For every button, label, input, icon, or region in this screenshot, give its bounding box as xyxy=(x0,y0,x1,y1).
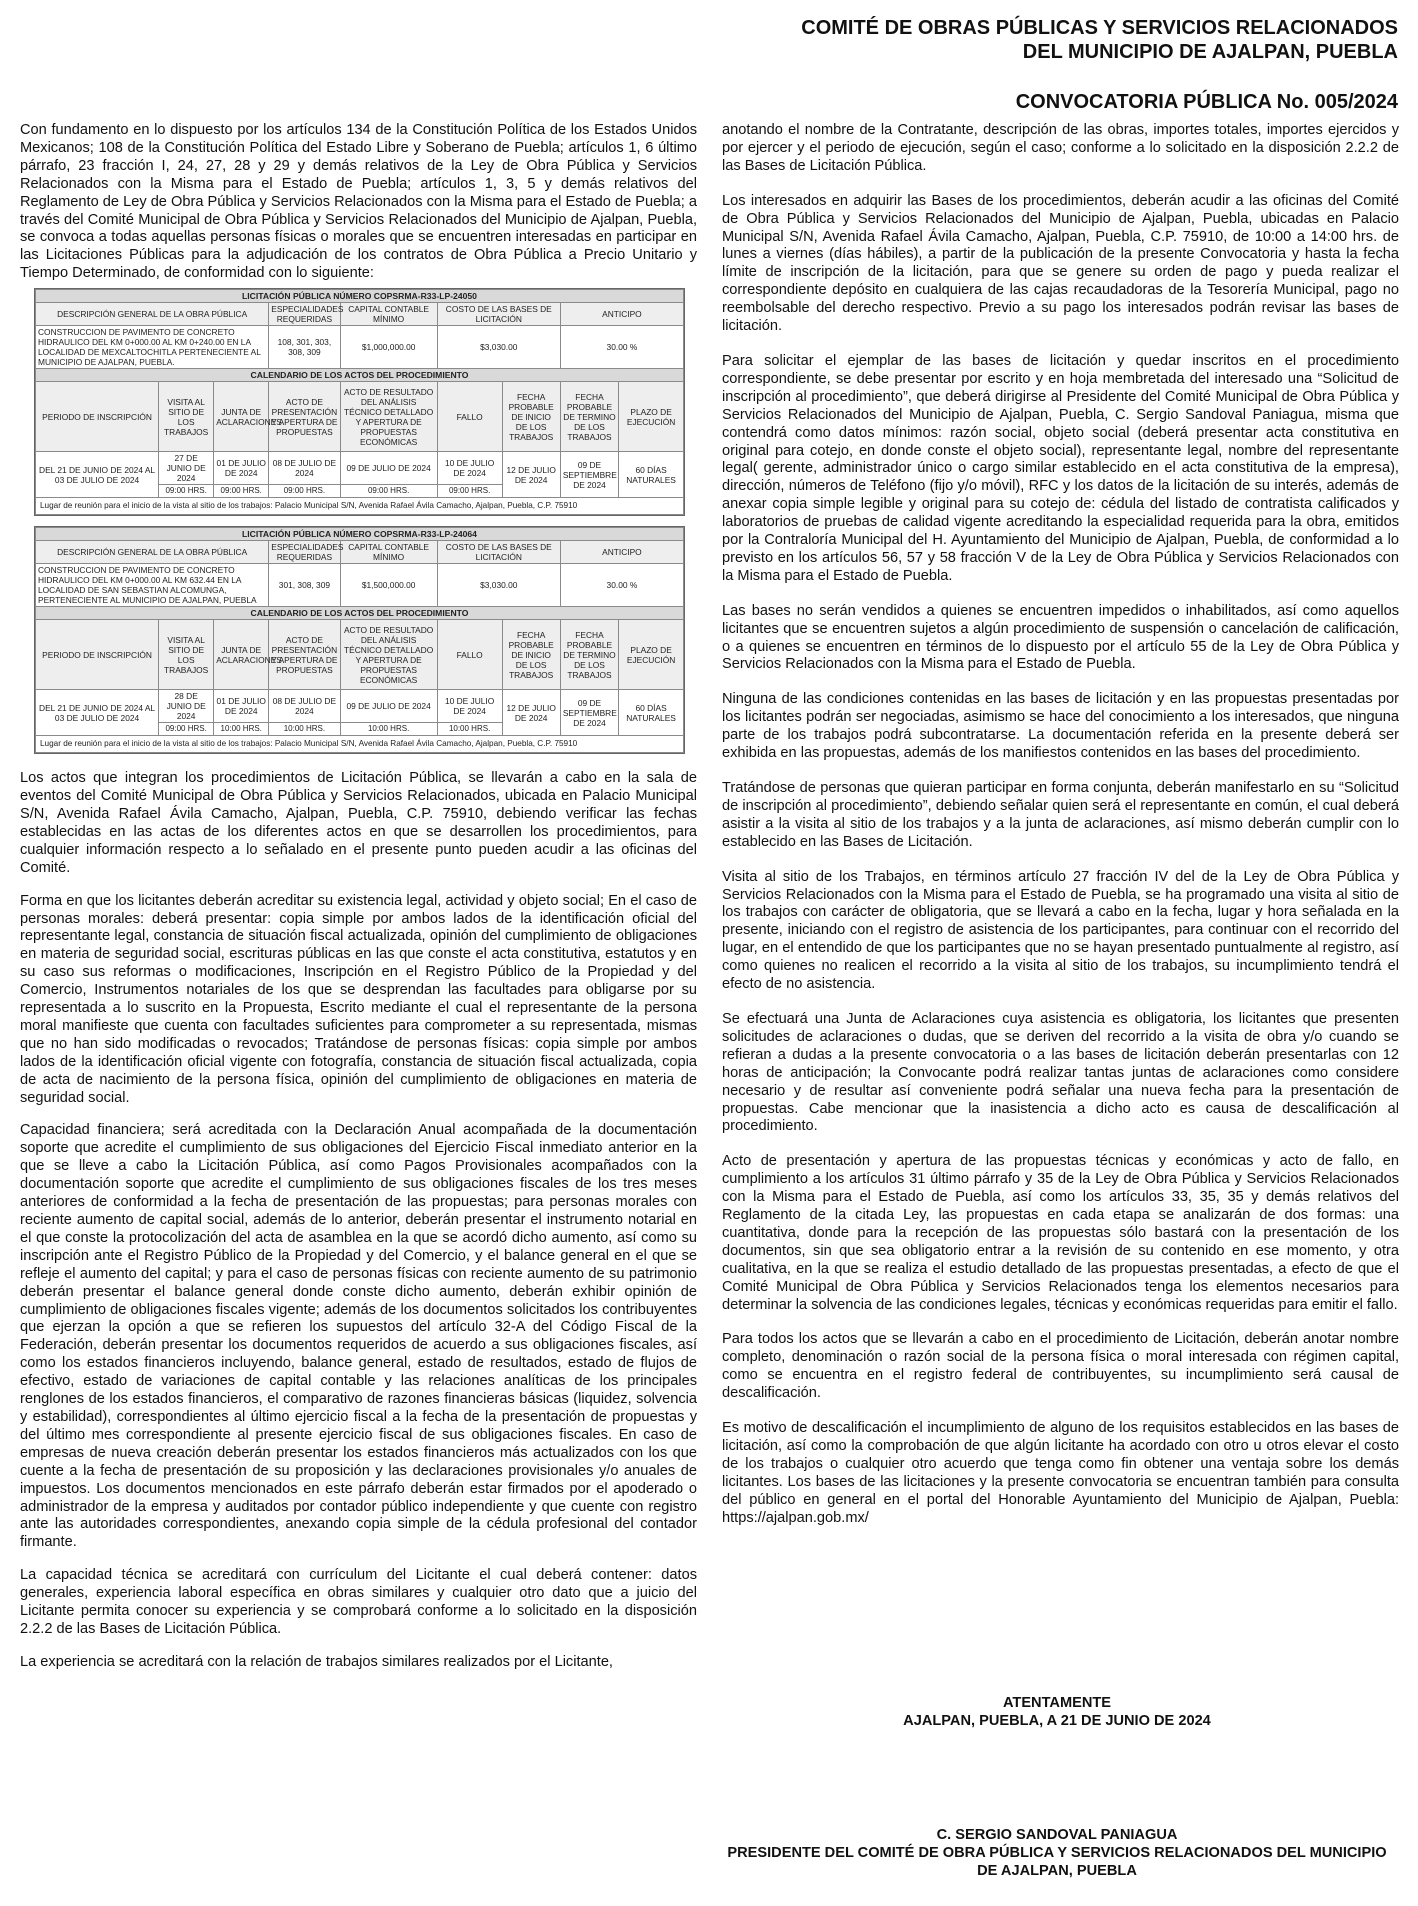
capital-contable: $1,500,000.00 xyxy=(340,564,437,607)
cal-header: ACTO DE PRESENTACIÓN Y APERTURA DE PROPUESTAS xyxy=(269,382,340,452)
cal-date: 28 DE JUNIO DE 2024 xyxy=(159,690,214,723)
col-header: ANTICIPO xyxy=(560,303,683,326)
cal-hour: 10:00 HRS. xyxy=(214,723,269,736)
cal-header: ACTO DE RESULTADO DEL ANÁLISIS TÉCNICO DETALLADO Y APERTURA DE PROPUESTAS ECONÓMICAS xyxy=(340,620,437,690)
especialidades: 108, 301, 303, 308, 309 xyxy=(269,326,340,369)
table-title: LICITACIÓN PÚBLICA NÚMERO COPSRMA-R33-LP-24064 xyxy=(36,528,684,541)
adquirir-bases-paragraph: Los interesados en adquirir las Bases de los procedimientos, deberán acudir a las oficinas del Comité de Obra Pública y Servicios Relacionados del Municipio de Ajalpan, Puebla, ubicadas en Palacio Municipal S/N, Avenida Rafael Ávila Camacho, Ajalpan, Puebla, C.P. 75910, de 10:00 a 14:00 hrs. de lunes a viernes (días hábiles), a partir de la publicación de la presente Convocatoria y hasta la fecha límite de inscripción de la licitación, para que se genere su orden de pago y pueda realizar el correspondiente depósito en cualquiera de las cajas recaudadoras de la Tesorería Municipal, pago no reembolsable del derecho respectivo. Previo a su pago los interesados podrán revisar las bases de licitación. xyxy=(722,192,1399,335)
contratante-paragraph: anotando el nombre de la Contratante, descripción de las obras, importes totales, importes ejercidos y por ejercer y el periodo de ejecución, según el caso; conforme a lo solicitado en la disposición 2.2.2 de las Bases de Licitación Pública. xyxy=(722,122,1399,174)
solicitud-inscripcion-paragraph: Para solicitar el ejemplar de las bases de licitación y quedar inscritos en el procedimiento correspondiente, se debe presentar por escrito y en hoja membretada del interesado una “Solicitud de inscripción al procedimiento”, que deberá dirigirse al Presidente del Comité Municipal de Obra Pública y Servicios Relacionados del Municipio de Ajalpan, Puebla, C. Sergio Sandoval Paniagua, misma que contendrá como datos mínimos: razón social, objeto social (deberá presentar acta constitutiva en original para cotejo, en donde conste el objeto social), representante legal, nombre del representante legal( gerente, administrador único o cargo similar establecido en el acta constitutiva de la empresa), dirección, números de Teléfono (fijo y/o móvil), RFC y los datos de la licitación de su interés, además de anexar copia simple legible y original para su cotejo de: cédula del listado de contratista calificados y laboratorios de pruebas de calidad vigente acreditando la especialidad requerida para la obra, emitidos por la Contraloría Municipal del H. Ayuntamiento del Municipio de Ajalpan, Puebla, de conformidad a lo previsto en los artículos 56, 57 y 58 fracción V de la Ley de Obra Pública y Servicios Relacionados con la Misma para el Estado de Puebla. xyxy=(722,352,1399,584)
cal-header: PERIODO DE INSCRIPCIÓN xyxy=(36,382,159,452)
signer-name: C. SERGIO SANDOVAL PANIAGUA xyxy=(936,1827,1178,1843)
costo-bases: $3,030.00 xyxy=(437,564,560,607)
cal-hour: 09:00 HRS. xyxy=(159,485,214,498)
cal-header: ACTO DE PRESENTACIÓN Y APERTURA DE PROPUESTAS xyxy=(269,620,340,690)
col-header: DESCRIPCIÓN GENERAL DE LA OBRA PÚBLICA xyxy=(36,541,269,564)
cal-header: FECHA PROBABLE DE INICIO DE LOS TRABAJOS xyxy=(502,620,560,690)
cal-hour: 10:00 HRS. xyxy=(437,723,502,736)
cal-header: PLAZO DE EJECUCIÓN xyxy=(619,620,684,690)
cal-header: FALLO xyxy=(437,620,502,690)
cal-date: 09 DE JULIO DE 2024 xyxy=(340,690,437,723)
cal-header: FECHA PROBABLE DE INICIO DE LOS TRABAJOS xyxy=(502,382,560,452)
cal-date: 09 DE SEPTIEMBRE DE 2024 xyxy=(560,452,618,498)
col-header: COSTO DE LAS BASES DE LICITACIÓN xyxy=(437,303,560,326)
place-date: AJALPAN, PUEBLA, A 21 DE JUNIO DE 2024 xyxy=(903,1713,1211,1729)
cal-hour: 10:00 HRS. xyxy=(340,723,437,736)
atentamente-label: ATENTAMENTE xyxy=(1002,1695,1112,1711)
cal-header: FECHA PROBABLE DE TERMINO DE LOS TRABAJOS xyxy=(560,620,618,690)
cal-hour: 10:00 HRS. xyxy=(269,723,340,736)
calendar-title: CALENDARIO DE LOS ACTOS DEL PROCEDIMIENTO xyxy=(36,607,684,620)
condiciones-paragraph: Ninguna de las condiciones contenidas en las bases de licitación y en las propuestas presentadas por los licitantes podrán ser negociadas, asimismo se hace del conocimiento a los interesados, que ninguna parte de los trabajos podrá subcontratarse. La documentación referida en la presente deberá ser exhibida en las propuestas, además de los manifiestos contenidos en las bases del procedimiento. xyxy=(722,691,1399,762)
document-header xyxy=(801,16,1398,114)
obra-description: CONSTRUCCION DE PAVIMENTO DE CONCRETO HIDRAULICO DEL KM 0+000.00 AL KM 0+240.00 EN LA LOCALIDAD DE MEXCALTOCHITLA PERTENECIENTE AL MUNICIPIO DE AJALPAN, PUEBLA. xyxy=(36,326,269,369)
cal-date: 01 DE JULIO DE 2024 xyxy=(214,690,269,723)
table-footer: Lugar de reunión para el inicio de la vista al sitio de los trabajos: Palacio Municipal S/N, Avenida Rafael Ávila Camacho, Ajalpan, Puebla, C.P. 75910 xyxy=(36,736,684,753)
existencia-legal-paragraph: Forma en que los licitantes deberán acreditar su existencia legal, actividad y objeto social; En el caso de personas morales: deberá presentar: copia simple por ambos lados de la identificación oficial del representante legal, constancia de situación fiscal actualizada, opinión del cumplimiento de obligaciones en materia de seguridad social, escrituras públicas en las que conste el acta constitutiva, estatutos y en su caso sus reformas o modificaciones, Inscripción en el Registro Público de la Propiedad y del Comercio, Instrumentos notariales de los que se desprendan las facultades para obligarse por su representada a lo suscrito en la Propuesta, Escrito mediante el cual el representante de la persona moral manifieste que cuenta con facultades suficientes para comprometer a su representada, mismas que no han sido modificadas o revocados; Tratándose de personas físicas: copia simple por ambos lados de la identificación oficial vigente con fotografía, constancia de situación fiscal actualizada, copia de acta de nacimiento de la persona física, opinión del cumplimiento de obligaciones en materia de seguridad social. xyxy=(20,892,697,1106)
table-footer: Lugar de reunión para el inicio de la vista al sitio de los trabajos: Palacio Municipal S/N, Avenida Rafael Ávila Camacho, Ajalpan, Puebla, C.P. 75910 xyxy=(36,498,684,515)
col-header: DESCRIPCIÓN GENERAL DE LA OBRA PÚBLICA xyxy=(36,303,269,326)
convocatoria-number: CONVOCATORIA PÚBLICA No. 005/2024 xyxy=(1015,91,1398,113)
col-header: ANTICIPO xyxy=(560,541,683,564)
signature-block xyxy=(722,1826,1392,1880)
experiencia-paragraph: La experiencia se acreditará con la relación de trabajos similares realizados por el Licitante, xyxy=(20,1653,613,1670)
obra-description: CONSTRUCCION DE PAVIMENTO DE CONCRETO HIDRAULICO DEL KM 0+000.00 AL KM 632.44 EN LA LOCALIDAD DE SAN SEBASTIAN ALCOMUNGA, PERTENECIENTE AL MUNICIPIO DE AJALPAN, PUEBLA xyxy=(36,564,269,607)
cal-date: 60 DÍAS NATURALES xyxy=(619,690,684,736)
actos-paragraph: Los actos que integran los procedimientos de Licitación Pública, se llevarán a cabo en la sala de eventos del Comité Municipal de Obra Pública y Servicios Relacionados, ubicada en Palacio Municipal S/N, Avenida Rafael Ávila Camacho, Ajalpan, Puebla, C.P. 75910, debiendo verificar las fechas establecidas en las actas de los diferentes actos en que se desarrollen los procedimientos, para cualquier información respecto a lo señalado en el presente punto pueden acudir a las oficinas del Comité. xyxy=(20,770,697,876)
presentacion-apertura-paragraph: Acto de presentación y apertura de las propuestas técnicas y económicas y acto de fallo, en cumplimiento a los artículos 31 último párrafo y 35 de la Ley de Obra Pública y Servicios Relacionados con la Misma para el Estado de Puebla, así como los artículos 33, 35, 35 y demás relativos del Reglamento de la citada Ley, las propuestas en cada etapa se analizarán de dos formas: una cuantitativa, donde para la recepción de las propuestas sólo bastará con la presentación de los documentos, sin que sea obligatorio entrar a la revisión de su contenido en ese momento, y otra cualitativa, en la que se realiza el estudio detallado de las propuestas presentadas, a efecto de que el Comité Municipal de Obra Pública y Servicios Relacionados tenga los elementos necesarios para determinar la solvencia de las condiciones legales, técnicas y económicas requeridas para emitir el fallo. xyxy=(722,1153,1399,1313)
cal-header: PLAZO DE EJECUCIÓN xyxy=(619,382,684,452)
costo-bases: $3,030.00 xyxy=(437,326,560,369)
visita-sitio-paragraph: Visita al sitio de los Trabajos, en términos artículo 27 fracción IV del de la Ley de Obra Pública y Servicios Relacionados con la Misma para el Estado de Puebla, se ha programado una visita al sitio de los trabajos con carácter de obligatoria, que se llevará a cabo en la fecha, lugar y hora señalada en la presente, iniciando con el registro de asistencia de los participantes, para continuar con el recorrido del lugar, en el entendido de que los participantes que no se hayan presentado puntualmente al registro, así como quienes no realicen el recorrido a la visita al sitio de los trabajos, su incumplimiento tendrá el efecto de no asistencia. xyxy=(722,868,1399,993)
anticipo: 30.00 % xyxy=(560,326,683,369)
closing-block xyxy=(722,1694,1392,1730)
col-header: ESPECIALIDADES REQUERIDAS xyxy=(269,303,340,326)
cal-header: VISITA AL SITIO DE LOS TRABAJOS xyxy=(159,620,214,690)
anticipo: 30.00 % xyxy=(560,564,683,607)
cal-hour: 09:00 HRS. xyxy=(214,485,269,498)
cal-hour: 09:00 HRS. xyxy=(159,723,214,736)
forma-conjunta-paragraph: Tratándose de personas que quieran participar en forma conjunta, deberán manifestarlo en su “Solicitud de inscripción al procedimiento”, debiendo señalar quien será el representante en común, el cual deberá asistir a la visita al sitio de los trabajos y a la junta de aclaraciones, así mismo deberán cumplir con lo establecido en las Bases de Licitación. xyxy=(722,780,1399,850)
cal-date: 09 DE SEPTIEMBRE DE 2024 xyxy=(560,690,618,736)
cal-date: DEL 21 DE JUNIO DE 2024 AL 03 DE JULIO DE 2024 xyxy=(36,452,159,498)
cal-header: FALLO xyxy=(437,382,502,452)
header-line-1: COMITÉ DE OBRAS PÚBLICAS Y SERVICIOS RELACIONADOS xyxy=(801,17,1398,39)
cal-date: 12 DE JULIO DE 2024 xyxy=(502,452,560,498)
cal-header: FECHA PROBABLE DE TERMINO DE LOS TRABAJOS xyxy=(560,382,618,452)
intro-paragraph: Con fundamento en lo dispuesto por los artículos 134 de la Constitución Política de los Estados Unidos Mexicanos; 108 de la Constitución Política del Estado Libre y Soberano de Puebla; artículos 1, 6 último párrafo, 23 fracción I, 24, 27, 28 y 29 y demás relativos de la Ley de Obra Pública y Servicios Relacionados con la Misma para el Estado de Puebla; artículos 1, 3, 5 y demás relativos del Reglamento de Ley de Obra Pública y Servicios Relacionados con la Misma para el Estado de Puebla; a través del Comité Municipal de Obra Pública y Servicios Relacionados del Municipio de Ajalpan, Puebla, se convoca a todas aquellas personas físicas o morales que se encuentren interesadas en participar en las Licitaciones Públicas para la adjudicación de los contratos de Obra Pública a Precio Unitario y Tiempo Determinado, de conformidad con lo siguiente: xyxy=(20,122,697,282)
cal-hour: 09:00 HRS. xyxy=(269,485,340,498)
left-column xyxy=(20,122,697,1687)
signer-role-line-2: DE AJALPAN, PUEBLA xyxy=(977,1863,1137,1879)
cal-header: VISITA AL SITIO DE LOS TRABAJOS xyxy=(159,382,214,452)
calendar-title: CALENDARIO DE LOS ACTOS DEL PROCEDIMIENTO xyxy=(36,369,684,382)
right-column xyxy=(722,122,1399,1545)
cal-header: PERIODO DE INSCRIPCIÓN xyxy=(36,620,159,690)
col-header: COSTO DE LAS BASES DE LICITACIÓN xyxy=(437,541,560,564)
impedidos-paragraph: Las bases no serán vendidos a quienes se encuentren impedidos o inhabilitados, así como aquellos licitantes que se encuentren sujetos a algún procedimiento de suspensión o cancelación de calificación, o a quienes se encuentren en términos de lo dispuesto por el artículo 55 de la Ley de Obra Pública y Servicios Relacionados con la Misma para el Estado de Puebla. xyxy=(722,602,1399,673)
cal-date: 12 DE JULIO DE 2024 xyxy=(502,690,560,736)
cal-date: 10 DE JULIO DE 2024 xyxy=(437,452,502,485)
cal-date: DEL 21 DE JUNIO DE 2024 AL 03 DE JULIO DE 2024 xyxy=(36,690,159,736)
cal-hour: 09:00 HRS. xyxy=(340,485,437,498)
table-title: LICITACIÓN PÚBLICA NÚMERO COPSRMA-R33-LP-24050 xyxy=(36,290,684,303)
capital-contable: $1,000,000.00 xyxy=(340,326,437,369)
cal-date: 01 DE JULIO DE 2024 xyxy=(214,452,269,485)
junta-aclaraciones-paragraph: Se efectuará una Junta de Aclaraciones cuya asistencia es obligatoria, los licitantes que presenten solicitudes de aclaraciones o dudas, que se deriven del recorrido a la visita de obra y/o cuando se refieran a dudas a la presente convocatoria o a las bases de licitación deberán presentarlas con 12 horas de anticipación; la Convocante podrá realizar tantas juntas de aclaraciones como considere necesario y de resultar así conveniente podrá señalar una nueva fecha para la presentación de propuestas. Cabe mencionar que la inasistencia a dicho acto es causa de descalificación al procedimiento. xyxy=(722,1010,1399,1135)
capacidad-tecnica-paragraph: La capacidad técnica se acreditará con currículum del Licitante el cual deberá contener: datos generales, experiencia laboral específica en obras similares y cualquier otro dato que a juicio del Licitante permita conocer su experiencia y se comprobará conforme a lo solicitado en la disposición 2.2.2 de las Bases de Licitación Pública. xyxy=(20,1567,697,1637)
cal-header: ACTO DE RESULTADO DEL ANÁLISIS TÉCNICO DETALLADO Y APERTURA DE PROPUESTAS ECONÓMICAS xyxy=(340,382,437,452)
licitacion-table-1 xyxy=(34,288,685,516)
especialidades: 301, 308, 309 xyxy=(269,564,340,607)
cal-date: 08 DE JULIO DE 2024 xyxy=(269,690,340,723)
header-line-2: DEL MUNICIPIO DE AJALPAN, PUEBLA xyxy=(1022,41,1398,63)
signer-role-line-1: PRESIDENTE DEL COMITÉ DE OBRA PÚBLICA Y SERVICIOS RELACIONADOS DEL MUNICIPIO xyxy=(727,1845,1387,1861)
cal-date: 09 DE JULIO DE 2024 xyxy=(340,452,437,485)
capacidad-financiera-paragraph: Capacidad financiera; será acreditada con la Declaración Anual acompañada de la documentación soporte que acredite el cumplimiento de sus obligaciones del Ejercicio Fiscal inmediato anterior en la que se lleve a cabo la Licitación Pública, así como Pagos Provisionales acompañados con la documentación soporte que acredite el cumplimiento de sus obligaciones fiscales de los tres meses anteriores de conformidad a la fecha de presentación de las propuestas; para personas morales con reciente aumento de capital social, además de lo anterior, deberán presentar el instrumento notarial en el que conste la protocolización del acta de asamblea en la que se acordó dicho aumento, así como su inscripción ante el Registro Público de la Propiedad y del Comercio, y el balance general en el que se refleje el aumento del capital; y para el caso de personas físicas con reciente aumento de su patrimonio deberán presentar el balance general donde conste dicho aumento, deberán exhibir opinión de cumplimiento de obligaciones fiscales vigente; además de los documentos solicitados los contribuyentes que ejerzan la opción a que se refieren los supuestos del artículo 32-A del Código Fiscal de la Federación, deberán presentar los documentos requeridos de acuerdo a sus obligaciones fiscales, así como los estados financieros incluyendo, balance general, estado de resultados, estado de flujos de efectivo, estado de variaciones de capital contable y las relaciones analíticas de los principales renglones de los estados financieros, el comparativo de razones financieras básicas (liquidez, solvencia y estabilidad), correspondientes al último ejercicio fiscal a la fecha de la presentación de propuestas y del último mes correspondiente al presente ejercicio fiscal de sus obligaciones fiscales. En caso de empresas de nueva creación deberán presentar los estados financieros más actualizados con los que cuente a la fecha de presentación de su proposición y las declaraciones provisionales y/o anuales de impuestos. Los documentos mencionados en este párrafo deberán estar firmados por el apoderado o administrador de la empresa y auditados por contador público independiente y que cuente con registro ante las autoridades correspondientes, anexando copia simple de la cédula profesional del contador firmante. xyxy=(20,1122,697,1551)
registro-actos-paragraph: Para todos los actos que se llevarán a cabo en el procedimiento de Licitación, deberán anotar nombre completo, denominación o razón social de la persona física o moral interesada con régimen capital, como se encuentra en el registro federal de contribuyentes, su incumplimiento será causal de descalificación. xyxy=(722,1331,1399,1402)
col-header: ESPECIALIDADES REQUERIDAS xyxy=(269,541,340,564)
cal-date: 60 DÍAS NATURALES xyxy=(619,452,684,498)
descalificacion-paragraph: Es motivo de descalificación el incumplimiento de alguno de los requisitos establecidos en las bases de licitación, así como la comprobación de que algún licitante ha acordado con otro u otros elevar el costo de los trabajos o cualquier otro acuerdo que tenga como fin obtener una ventaja sobre los demás licitantes. Los bases de las licitaciones y la presente convocatoria se encuentran también para consulta del público en general en el portal del Honorable Ayuntamiento del Municipio de Ajalpan, Puebla: https://ajalpan.gob.mx/ xyxy=(722,1420,1399,1526)
cal-header: JUNTA DE ACLARACIONES xyxy=(214,620,269,690)
col-header: CAPITAL CONTABLE MÍNIMO xyxy=(340,303,437,326)
cal-header: JUNTA DE ACLARACIONES xyxy=(214,382,269,452)
cal-date: 27 DE JUNIO DE 2024 xyxy=(159,452,214,485)
col-header: CAPITAL CONTABLE MÍNIMO xyxy=(340,541,437,564)
cal-hour: 09:00 HRS. xyxy=(437,485,502,498)
cal-date: 08 DE JULIO DE 2024 xyxy=(269,452,340,485)
cal-date: 10 DE JULIO DE 2024 xyxy=(437,690,502,723)
licitacion-table-2 xyxy=(34,526,685,754)
